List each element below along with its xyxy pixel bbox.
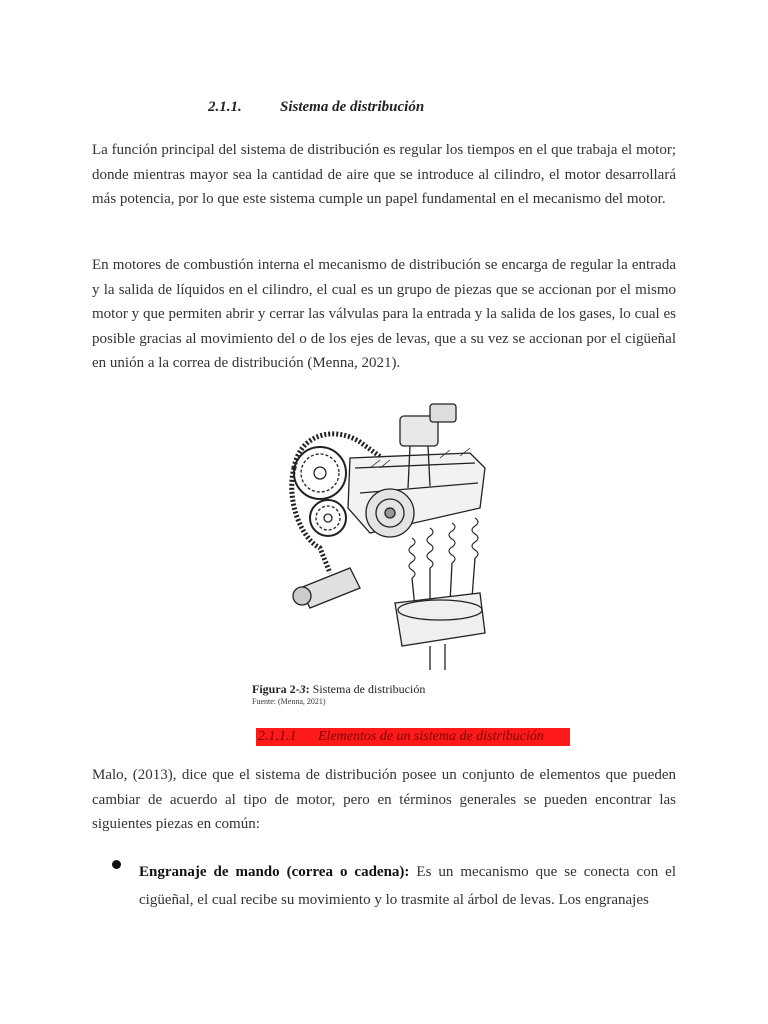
figure-source: Fuente: (Menna, 2021) (252, 697, 326, 706)
paragraph-combustion: En motores de combustión interna el mecanismo de distribución se encarga de regular la entrada y la salida de líquidos en el cilindro, el cual es un grupo de piezas que se accionan por el mismo motor y que permiten abrir y cerrar las válvulas para la entrada y la salida de los gases, lo cual es posible gracias al movimiento del o de los ejes de levas, que a su vez se accionan por el cigüeñal en unión a la correa de distribución (Menna, 2021). (92, 257, 676, 372)
figure-caption (252, 682, 425, 697)
figure-label-number: 3 (299, 682, 306, 696)
figure-caption-text: Sistema de distribución (312, 682, 426, 696)
bullet-term: Engranaje de mando (correa o cadena): (139, 864, 410, 880)
figure-label-prefix: Figura 2- (252, 682, 300, 696)
subsection-number: 2.1.1.1 (258, 729, 297, 744)
section-heading (208, 99, 424, 116)
section-number: 2.1.1. (208, 99, 242, 115)
section-title: Sistema de distribución (280, 99, 425, 115)
paragraph-intro: La función principal del sistema de distribución es regular los tiempos en el que trabaja el motor; donde mientras mayor sea la cantidad de aire que se introduce al cilindro, el motor desarrollará más potencia, por lo que este sistema cumple un papel fundamental en el mecanismo del motor. (92, 142, 676, 208)
paragraph-malo: Malo, (2013), dice que el sistema de distribución posee un conjunto de elementos que pueden cambiar de acuerdo al tipo de motor, pero en términos generales se pueden encontrar las siguientes piezas en común: (92, 767, 676, 833)
bullet-text: Es un mecanismo que se conecta con el cigüeñal, el cual recibe su movimiento y lo trasmite al árbol de levas. Los engranajes (139, 864, 677, 908)
figure-label-colon: : (305, 682, 310, 696)
subsection-heading (256, 728, 570, 746)
bullet-dot (112, 860, 121, 869)
engine-distribution-illustration (280, 398, 505, 670)
list-item (139, 858, 676, 914)
subsection-title: Elementos de un sistema de distribución (318, 729, 544, 744)
